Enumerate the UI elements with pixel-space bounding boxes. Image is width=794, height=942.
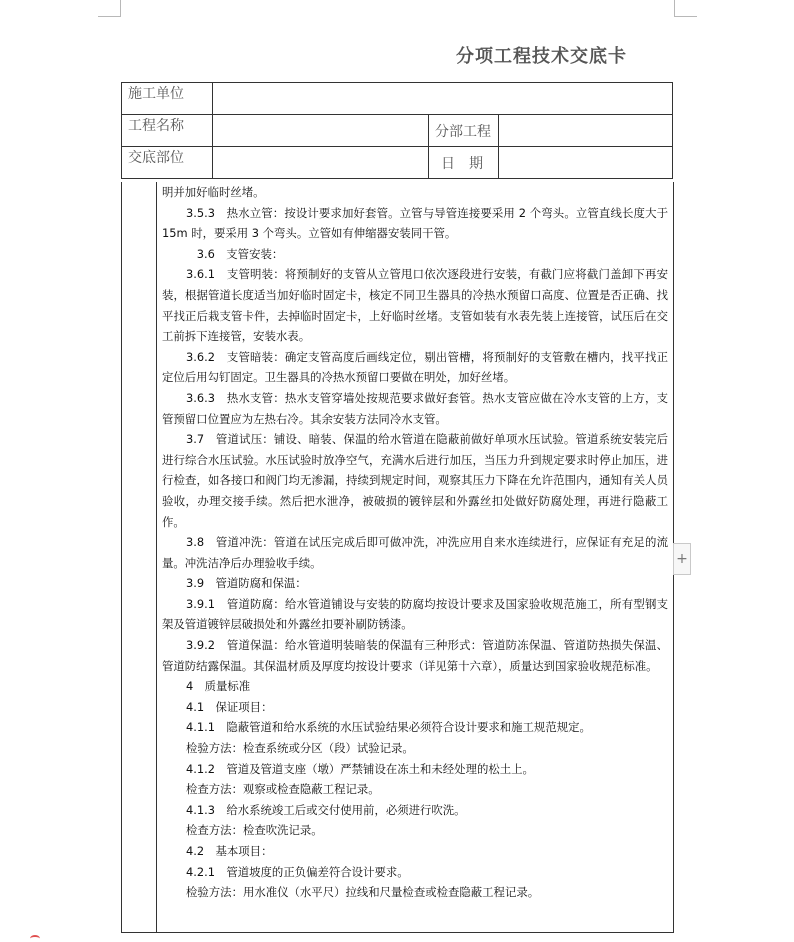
header-table [121, 82, 673, 179]
header-row-construction-unit [122, 83, 673, 115]
paragraph: 4.1 保证项目： [186, 699, 273, 714]
paragraph: 3.6.3 热水支管：热水支管穿墙处按规范要求做好套管。热水支管应做在冷水支管的上方，支管预留口位置应为左热右冷。其余安装方法同冷水支管。 [162, 390, 668, 426]
red-mark [30, 935, 40, 942]
label-disclosure-part: 交底部位 [122, 147, 213, 179]
header-row-disclosure-part [122, 147, 673, 179]
paragraph: 4 质量标准 [186, 679, 251, 694]
value-construction-unit[interactable] [213, 83, 673, 115]
paragraph: 4.1.3 给水系统竣工后或交付使用前，必须进行吹洗。 [186, 802, 466, 817]
crop-mark-top-left [98, 0, 121, 17]
crop-mark-top-right [674, 0, 697, 17]
paragraph: 3.9.1 管道防腐：给水管道铺设与安装的防腐均按设计要求及国家验收规范施工，所有型钢支架及管道镀锌层破损处和外露丝扣要补刷防锈漆。 [162, 596, 668, 632]
paragraph: 3.9.2 管道保温：给水管道明装暗装的保温有三种形式：管道防冻保温、管道防热损失保温、管道防结露保温。其保温材质及厚度均按设计要求（详见第十六章），质量达到国家验收规范标准。 [162, 638, 668, 673]
label-sub-project: 分部工程 [429, 115, 499, 147]
paragraph: 检验方法：检查系统或分区（段）试验记录。 [186, 741, 414, 756]
value-date[interactable] [499, 147, 673, 179]
paragraph: 4.1.1 隐蔽管道和给水系统的水压试验结果必须符合设计要求和施工规范规定。 [186, 720, 591, 735]
label-construction-unit: 施工单位 [122, 83, 213, 115]
paragraph: 3.6 支管安装： [174, 246, 284, 261]
paragraph: 3.6.1 支管明装：将预制好的支管从立管甩口依次逐段进行安装，有截门应将截门盖卸下再安装，根据管道长度适当加好临时固定卡，核定不同卫生器具的冷热水预留口高度、位置是否正确、找平找正后栽支管卡件，去掉临时固定卡，上好临时丝堵。支管如装有水表先装上连接管，试压后在交工前拆下连接管，安装水表。 [162, 267, 668, 344]
value-sub-project[interactable] [499, 115, 673, 147]
paragraph: 3.5.3 热水立管：按设计要求加好套管。立管与导管连接要采用 2 个弯头。立管直线长度大于 15m 时，要采用 3 个弯头。立管如有伸缩器安装同干管。 [162, 205, 668, 241]
content-table [121, 182, 674, 933]
paragraph: 3.8 管道冲洗：管道在试压完成后即可做冲洗，冲洗应用自来水连续进行，应保证有充足的流量。冲洗洁净后办理验收手续。 [162, 535, 668, 570]
paragraph: 3.6.2 支管暗装：确定支管高度后画线定位，剔出管槽，将预制好的支管敷在槽内，找平找正定位后用勾钉固定。卫生器具的冷热水预留口要做在明处，加好丝堵。 [162, 349, 668, 385]
paragraph: 4.1.2 管道及管道支座（墩）严禁铺设在冻土和未经处理的松土上。 [186, 761, 534, 776]
paragraph: 3.9 管道防腐和保温： [186, 576, 307, 591]
paragraph: 检查方法：观察或检查隐蔽工程记录。 [186, 782, 380, 797]
paragraph: 3.7 管道试压：铺设、暗装、保温的给水管道在隐蔽前做好单项水压试验。管道系统安装完后进行综合水压试验。水压试验时放净空气，充满水后进行加压，当压力升到规定要求时停止加压，进行检查，如各接口和阀门均无渗漏，持续到规定时间，观察其压力下降在允许范围内，通知有关人员验收，办理交接手续。然后把水泄净，被破损的镀锌层和外露丝扣处做好防腐处理，再进行隐蔽工作。 [162, 432, 668, 529]
paragraph: 4.2.1 管道坡度的正负偏差符合设计要求。 [186, 864, 409, 879]
left-column [122, 182, 157, 932]
paragraph: 检查方法：检查吹洗记录。 [186, 823, 323, 838]
paragraph: 4.2 基本项目： [186, 844, 273, 858]
paragraph: 检验方法：用水准仪（水平尺）拉线和尺量检查或检查隐蔽工程记录。 [186, 885, 540, 900]
header-row-project-name [122, 115, 673, 147]
content-text [162, 182, 668, 903]
document-title: 分项工程技术交底卡 [456, 46, 627, 67]
value-project-name[interactable] [213, 115, 429, 147]
add-button[interactable]: + [673, 543, 691, 575]
value-disclosure-part[interactable] [213, 147, 429, 179]
label-project-name: 工程名称 [122, 115, 213, 147]
label-date: 日 期 [429, 147, 499, 179]
paragraph: 明并加好临时丝堵。 [162, 185, 265, 199]
